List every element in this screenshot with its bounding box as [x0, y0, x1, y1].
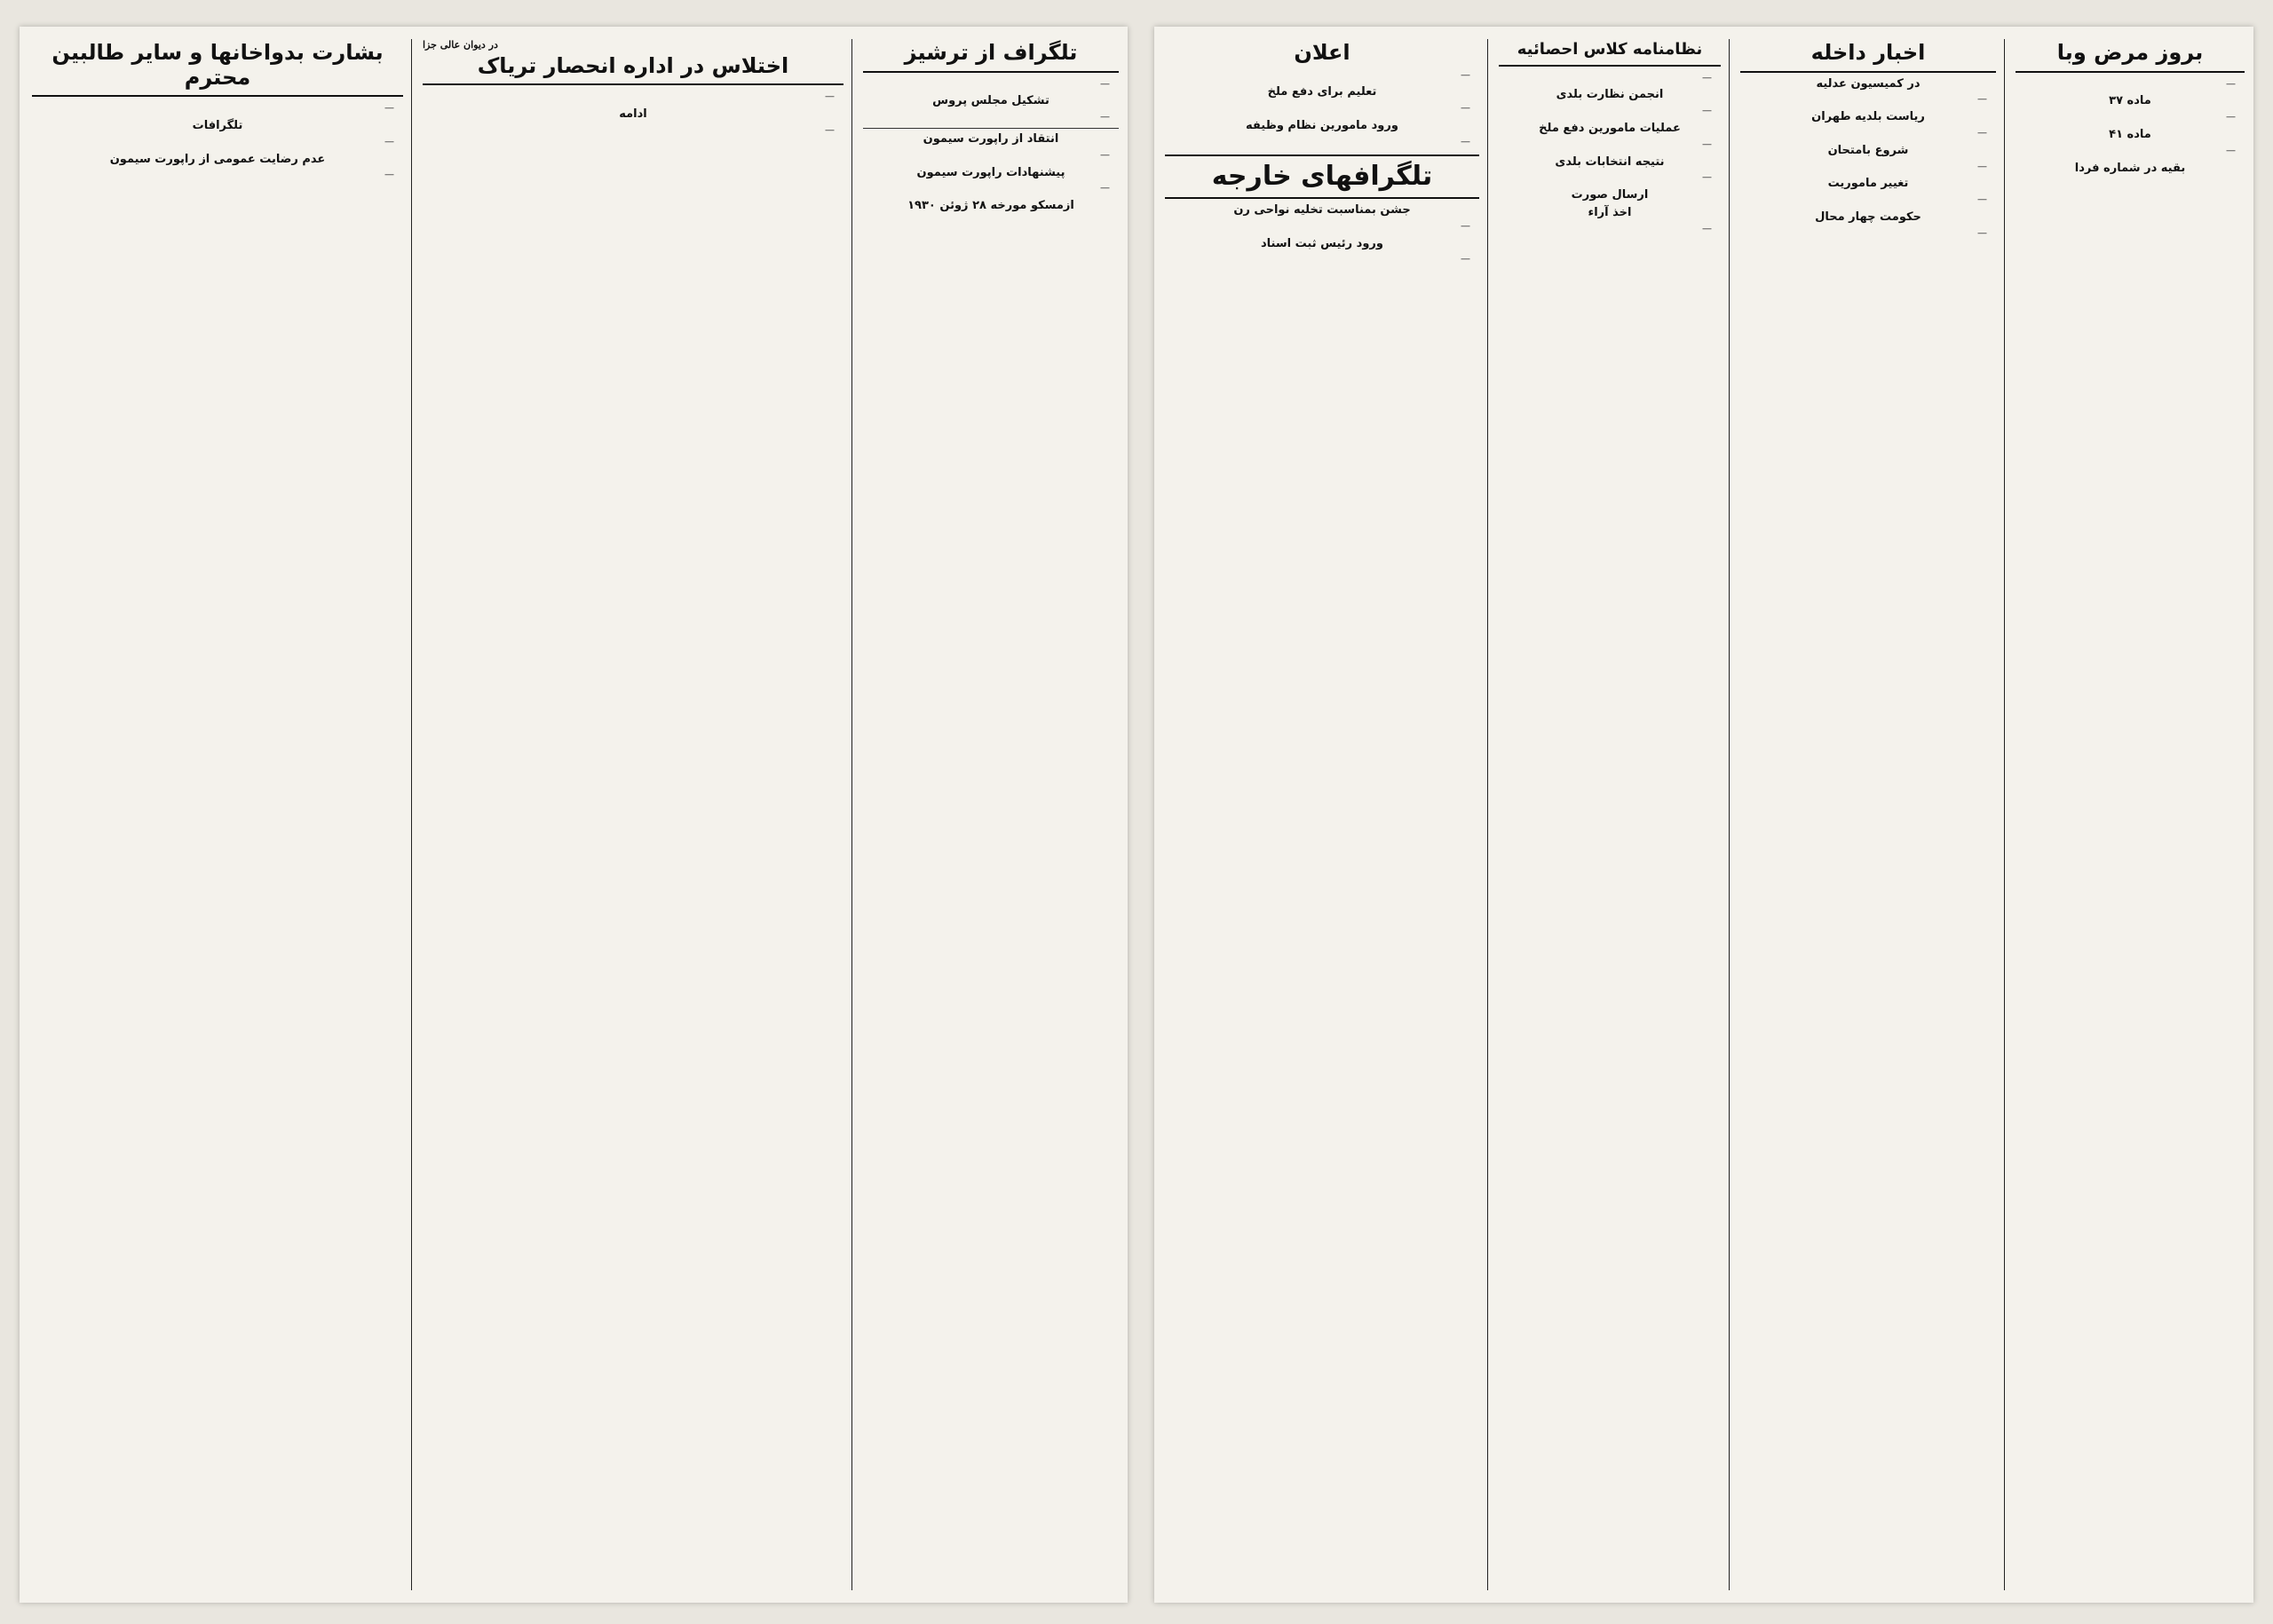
divider — [863, 71, 1119, 73]
column-rule — [1729, 39, 1730, 1590]
subheading-public-discontent: عدم رضایت عمومی از راپورت سیمون — [109, 152, 326, 166]
divider — [423, 83, 843, 85]
article-text: — — [1702, 222, 1712, 234]
article-text: — — [1461, 102, 1470, 115]
headline-cholera: بروز مرض وبا — [2056, 40, 2204, 65]
subheading-continued: ادامه — [619, 107, 647, 122]
subheading-justice-commission: در کمیسیون عدلیه — [1816, 76, 1921, 91]
subheading-tehran-municipality: ریاست بلدیه طهران — [1811, 110, 1925, 124]
column-announcement — [1160, 39, 1485, 1590]
subheading-simon-proposals: پیشنهادات راپورت سیمون — [916, 165, 1065, 179]
article-text: — — [2226, 111, 2236, 123]
subheading-mission-change: تغییر ماموریت — [1827, 177, 1909, 191]
headline-domestic-news: اخبار داخله — [1810, 40, 1926, 65]
headline-announcement: اعلان — [1294, 40, 1350, 65]
column-rule — [1487, 39, 1488, 1590]
subheading-registry-chief: ورود رئیس ثبت اسناد — [1261, 236, 1383, 250]
article-text: — — [1100, 148, 1110, 161]
headline-opium-embezzlement: اختلاس در اداره انحصار تریاک — [477, 52, 789, 78]
article-text: — — [825, 123, 835, 136]
subheading-municipal-council: انجمن نظارت بلدی — [1556, 88, 1664, 102]
column-rule — [411, 39, 412, 1590]
subheading-prussia: تشکیل مجلس پروس — [932, 94, 1049, 108]
divider — [863, 128, 1119, 129]
article-text: — — [1702, 138, 1712, 150]
divider — [2016, 71, 2245, 73]
article-text: — — [384, 102, 394, 115]
subheading-telegrams: تلگرافات — [192, 118, 243, 132]
divider — [1499, 65, 1721, 67]
subheading-chaharmahal: حکومت چهار محال — [1815, 210, 1921, 224]
article-text: — — [1461, 135, 1470, 147]
divider — [1165, 197, 1479, 199]
subheading-voting: اخذ آراء — [1588, 206, 1632, 220]
column-cholera — [2010, 39, 2250, 1590]
right-page — [1154, 27, 2253, 1603]
subheading-locust-ops: عملیات مامورین دفع ملخ — [1539, 122, 1681, 136]
subheading-conscription-officers: ورود مامورین نظام وظیفه — [1246, 118, 1398, 132]
article-text: — — [1977, 160, 1987, 172]
article-text: — — [1977, 226, 1987, 239]
continued-tomorrow: بقیه در شماره فردا — [2074, 161, 2186, 175]
subheading-rhine-celebration: جشن بمناسبت تخلیه نواحی رن — [1233, 203, 1411, 218]
headline-tashiz: تلگراف از ترشیز — [904, 40, 1078, 65]
article-text: — — [1977, 194, 1987, 206]
column-opium — [417, 39, 849, 1590]
column-statistics — [1493, 39, 1726, 1590]
article-text: — — [1100, 77, 1110, 90]
article-text: — — [1100, 182, 1110, 194]
article-text: — — [825, 91, 835, 103]
article-text: — — [2226, 144, 2236, 156]
article-text: — — [1461, 253, 1470, 265]
divider — [1740, 71, 1996, 73]
article-text: — — [1702, 171, 1712, 184]
subheading-article-41: ماده ۴۱ — [2109, 127, 2151, 141]
subheading-simon-critique: انتقاد از راپورت سیمون — [923, 131, 1059, 146]
headline-pharmacy-notice: بشارت بدواخانها و سایر طالبین محترم — [51, 40, 384, 90]
left-page — [20, 27, 1128, 1603]
subheading-locust-training: تعلیم برای دفع ملخ — [1267, 85, 1377, 99]
column-domestic-news — [1735, 39, 2001, 1590]
dateline-moscow: ازمسکو مورخه ۲۸ ژوئن ۱۹۳۰ — [907, 199, 1074, 213]
subheading-article-37: ماده ۳۷ — [2109, 94, 2151, 108]
subheading-send-list: ارسال صورت — [1571, 188, 1649, 202]
article-text: — — [2226, 77, 2236, 90]
article-text: — — [1461, 68, 1470, 81]
subheading-exams: شروع بامتحان — [1827, 143, 1909, 157]
column-rule — [2004, 39, 2005, 1590]
article-text: — — [1702, 71, 1712, 83]
article-text: — — [1100, 111, 1110, 123]
column-pharmacy — [27, 39, 408, 1590]
headline-foreign-telegrams: تلگرافهای خارجه — [1211, 160, 1433, 192]
subheading-election-result: نتیجه انتخابات بلدی — [1555, 154, 1665, 169]
article-text: — — [1702, 105, 1712, 117]
divider — [32, 95, 403, 97]
kicker-court: در دیوان عالی جزا — [423, 39, 498, 51]
article-text: — — [384, 169, 394, 181]
headline-statistics-class: نظامنامه کلاس احصائیه — [1517, 40, 1703, 59]
article-text: — — [1977, 126, 1987, 139]
column-telegraph — [858, 39, 1124, 1590]
article-text: — — [1461, 219, 1470, 232]
divider — [1165, 154, 1479, 156]
column-rule — [851, 39, 852, 1590]
article-text: — — [384, 135, 394, 147]
article-text: — — [1977, 93, 1987, 106]
